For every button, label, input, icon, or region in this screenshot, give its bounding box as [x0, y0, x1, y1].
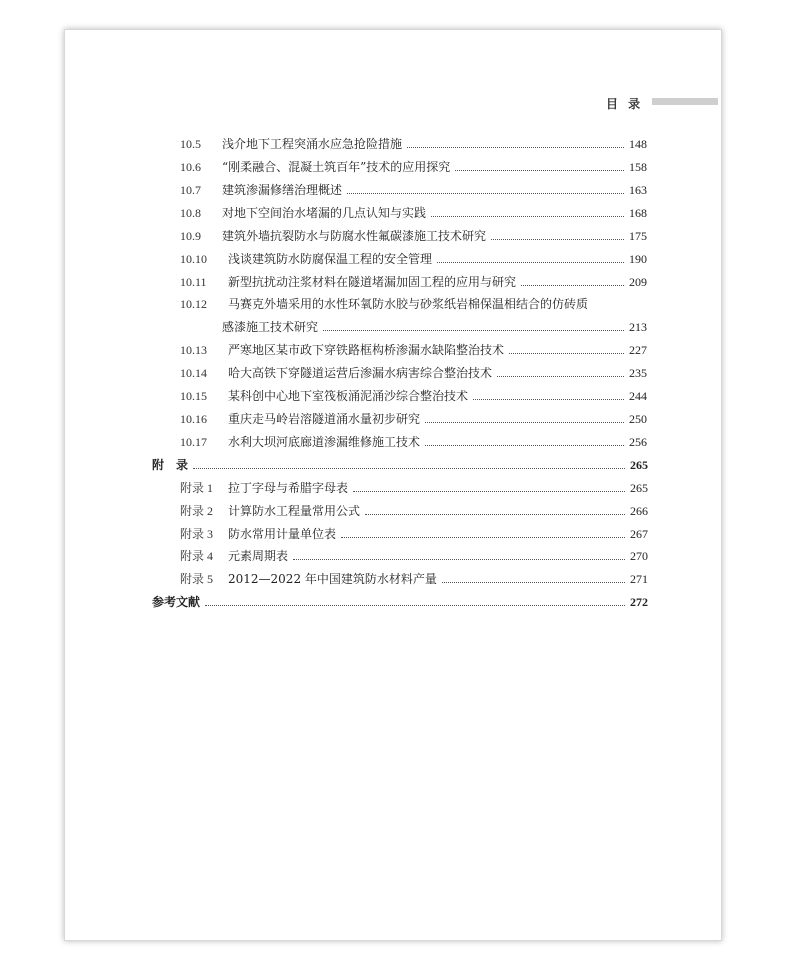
appendix-number: 附录 5: [180, 572, 214, 586]
toc-appendix-item[interactable]: [180, 501, 648, 521]
dot-leader: [431, 216, 624, 217]
entry-number: 10.13: [180, 343, 207, 357]
appendix-title: 拉丁字母与希腊字母表: [228, 481, 349, 495]
entry-title: 重庆走马岭岩溶隧道涌水量初步研究: [228, 412, 421, 426]
toc-entry[interactable]: [180, 386, 647, 406]
references-label: 参考文献: [152, 595, 201, 609]
toc-entry[interactable]: [180, 226, 647, 246]
appendix-page: 265: [630, 458, 648, 472]
entry-number: 10.12: [180, 297, 207, 311]
appendix-number: 附录 4: [180, 549, 214, 563]
appendix-number: 附录 3: [180, 527, 214, 541]
toc-entry[interactable]: [180, 340, 647, 360]
toc-appendix-item[interactable]: [180, 478, 648, 498]
entry-page: 250: [629, 412, 647, 426]
toc-appendix-item[interactable]: [180, 546, 648, 566]
dot-leader: [341, 537, 625, 538]
toc-appendix[interactable]: [152, 455, 648, 475]
appendix-title: 2012—2022 年中国建筑防水材料产量: [228, 572, 437, 586]
entry-title: 新型抗扰动注浆材料在隧道堵漏加固工程的应用与研究: [228, 275, 517, 289]
dot-leader: [497, 376, 624, 377]
dot-leader: [407, 147, 624, 148]
entry-page: 209: [629, 275, 647, 289]
entry-title: 马赛克外墙采用的水性环氧防水胶与砂浆纸岩棉保温相结合的仿砖质: [228, 297, 589, 311]
entry-title: 感漆施工技术研究: [222, 320, 319, 334]
dot-leader: [442, 582, 625, 583]
entry-page: 175: [629, 229, 647, 243]
entry-number: 10.16: [180, 412, 207, 426]
entry-number: 10.9: [180, 229, 201, 243]
entry-title: 严寒地区某市政下穿铁路框构桥渗漏水缺陷整治技术: [228, 343, 505, 357]
dot-leader: [437, 262, 624, 263]
entry-number: 10.15: [180, 389, 207, 403]
entry-page: 256: [629, 435, 647, 449]
entry-page: 148: [629, 137, 647, 151]
entry-page: 235: [629, 366, 647, 380]
dot-leader: [491, 239, 624, 240]
toc-entry[interactable]: [180, 409, 647, 429]
dot-leader: [509, 353, 624, 354]
entry-number: 10.5: [180, 137, 201, 151]
appendix-number: 附录 2: [180, 504, 214, 518]
toc-entry[interactable]: [180, 134, 647, 154]
entry-title: 水利大坝河底廊道渗漏维修施工技术: [228, 435, 421, 449]
entry-number: 10.14: [180, 366, 207, 380]
entry-title: 某科创中心地下室筏板涌泥涌沙综合整治技术: [228, 389, 469, 403]
dot-leader: [455, 170, 624, 171]
toc-entry[interactable]: [180, 249, 647, 269]
toc-entry[interactable]: [180, 203, 647, 223]
toc-entry[interactable]: [180, 294, 647, 314]
toc-appendix-item[interactable]: [180, 569, 648, 589]
entry-title: 哈大高铁下穿隧道运营后渗漏水病害综合整治技术: [228, 366, 493, 380]
references-page: 272: [630, 595, 648, 609]
entry-page: 190: [629, 252, 647, 266]
header-title: 目 录: [606, 97, 644, 111]
appendix-page: 266: [630, 504, 648, 518]
toc-entry[interactable]: [180, 432, 647, 452]
dot-leader: [521, 285, 624, 286]
entry-page: 244: [629, 389, 647, 403]
entry-number: 10.8: [180, 206, 201, 220]
appendix-number: 附录 1: [180, 481, 214, 495]
dot-leader: [425, 422, 624, 423]
entry-page: 213: [629, 320, 647, 334]
toc-entry[interactable]: [180, 180, 647, 200]
toc-entry[interactable]: [180, 363, 647, 383]
appendix-page: 267: [630, 527, 648, 541]
toc-entry[interactable]: [180, 272, 647, 292]
entry-number: 10.17: [180, 435, 207, 449]
dot-leader: [323, 330, 624, 331]
entry-title: “刚柔融合、混凝土筑百年”技术的应用探究: [222, 160, 451, 174]
entry-page: 158: [629, 160, 647, 174]
appendix-title: 元素周期表: [228, 549, 289, 563]
appendix-page: 271: [630, 572, 648, 586]
dot-leader: [193, 468, 625, 469]
page-header: [606, 95, 643, 112]
dot-leader: [425, 445, 624, 446]
entry-title: 建筑外墙抗裂防水与防腐水性氟碳漆施工技术研究: [222, 229, 487, 243]
toc-references[interactable]: [152, 592, 648, 612]
entry-number: 10.10: [180, 252, 207, 266]
entry-page: 168: [629, 206, 647, 220]
dot-leader: [353, 491, 625, 492]
appendix-page: 265: [630, 481, 648, 495]
dot-leader: [473, 399, 624, 400]
dot-leader: [365, 514, 625, 515]
toc-appendix-item[interactable]: [180, 524, 648, 544]
entry-number: 10.6: [180, 160, 201, 174]
entry-number: 10.7: [180, 183, 201, 197]
appendix-label: 附 录: [152, 458, 189, 472]
header-decor-bar: [652, 98, 718, 105]
dot-leader: [293, 559, 625, 560]
entry-number: 10.11: [180, 275, 207, 289]
appendix-title: 防水常用计量单位表: [228, 527, 337, 541]
entry-page: 163: [629, 183, 647, 197]
dot-leader: [205, 605, 625, 606]
entry-title: 对地下空间治水堵漏的几点认知与实践: [222, 206, 427, 220]
appendix-title: 计算防水工程量常用公式: [228, 504, 361, 518]
dot-leader: [347, 193, 624, 194]
entry-title: 建筑渗漏修缮治理概述: [222, 183, 343, 197]
entry-title: 浅介地下工程突涌水应急抢险措施: [222, 137, 403, 151]
appendix-page: 270: [630, 549, 648, 563]
entry-page: 227: [629, 343, 647, 357]
toc-entry[interactable]: [180, 157, 647, 177]
entry-title: 浅谈建筑防水防腐保温工程的安全管理: [228, 252, 433, 266]
toc-entry-continuation[interactable]: [222, 317, 647, 337]
